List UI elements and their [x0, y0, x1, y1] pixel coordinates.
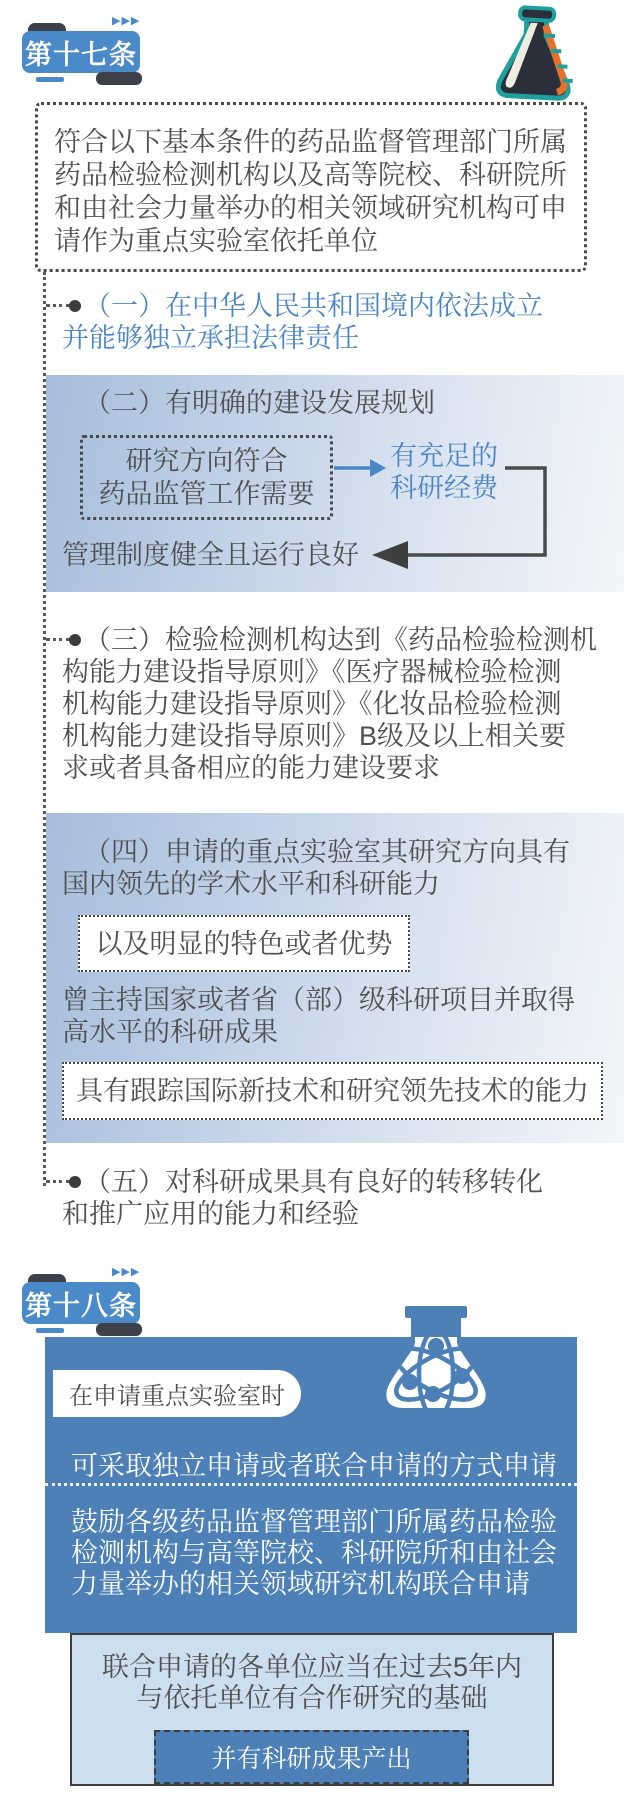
article17-badge-label: 第十七条: [22, 31, 140, 73]
item-four-mid-line: 曾主持国家或者省（部）级科研项目并取得: [62, 985, 575, 1015]
item-three-line: （三）检验检测机构达到《药品检验检测机: [84, 625, 597, 655]
management-text: [62, 539, 359, 571]
badge-accent-dash: [36, 77, 64, 82]
intro-line: 请作为重点实验室依托单位: [54, 226, 378, 256]
article18-badge-label: 第十八条: [22, 1282, 140, 1324]
tracking-box-line: 具有跟踪国际新技术和研究领先技术的能力: [76, 1076, 589, 1106]
output-box-label: 并有科研成果产出: [211, 1745, 412, 1773]
item-four-line: （四）申请的重点实验室其研究方向具有: [84, 837, 570, 867]
flask-icon: [489, 5, 581, 105]
when-pill: [53, 1370, 301, 1417]
item-two-heading-line: （二）有明确的建设发展规划: [84, 388, 435, 418]
chevrons-icon: ▶▶▶: [112, 1266, 141, 1278]
research-scope-box: [80, 435, 333, 520]
joint-line: 与依托单位有合作研究的基础: [136, 1683, 488, 1713]
feature-box-line: 以及明显的特色或者优势: [95, 928, 393, 959]
intro-box: [35, 102, 587, 272]
when-pill-label: 在申请重点实验室时: [69, 1383, 285, 1410]
atom-flask-icon: [375, 1302, 497, 1414]
encourage-line: 检测机构与高等院校、科研院所和由社会: [71, 1538, 557, 1568]
article17-badge: [20, 15, 180, 95]
item-four-mid: [62, 984, 575, 1048]
article18-badge: [20, 1266, 180, 1346]
item-one: [62, 290, 543, 354]
item-three-line: 构能力建设指导原则》《医疗器械检验检测: [62, 657, 562, 687]
application-panel: [45, 1337, 577, 1633]
research-scope-line: 研究方向符合: [125, 445, 288, 476]
output-box: [154, 1730, 469, 1784]
joint-text: [72, 1652, 552, 1714]
tracking-box: [62, 1062, 603, 1120]
encourage-line: 力量举办的相关领域研究机构联合申请: [71, 1569, 530, 1599]
encourage-line: 鼓励各级药品监督管理部门所属药品检验: [71, 1507, 557, 1537]
feature-box: [78, 915, 410, 972]
intro-line: 和由社会力量举办的相关领域研究机构可申: [54, 193, 567, 223]
intro-line: 药品检验检测机构以及高等院校、科研院所: [54, 160, 567, 190]
item-four-line: 国内领先的学术水平和科研能力: [62, 869, 440, 899]
badge-accent-bottom: [96, 72, 142, 85]
item-three: [62, 624, 597, 784]
return-arrow-icon: [330, 440, 560, 575]
badge-accent-dash: [36, 1328, 64, 1333]
item-four-heading: [62, 836, 570, 900]
item-three-line: 机构能力建设指导原则》B级及以上相关要: [62, 721, 567, 751]
item-five-line: （五）对科研成果具有良好的转移转化: [84, 1167, 543, 1197]
item-two-heading: [62, 387, 435, 419]
method-line: 可采取独立申请或者联合申请的方式申请: [71, 1451, 557, 1481]
item-three-line: 求或者具备相应的能力建设要求: [62, 753, 440, 783]
intro-line: 符合以下基本条件的药品监督管理部门所属: [54, 127, 567, 157]
dotted-separator: [45, 1483, 577, 1486]
item-three-line: 机构能力建设指导原则》《化妆品检验检测: [62, 689, 562, 719]
item-one-line: 并能够独立承担法律责任: [62, 323, 359, 353]
item-five: [62, 1166, 543, 1230]
badge-accent-bottom: [96, 1323, 142, 1336]
encourage-text: [71, 1507, 557, 1600]
management-line: 管理制度健全且运行良好: [62, 540, 359, 570]
joint-line: 联合申请的各单位应当在过去5年内: [101, 1652, 522, 1682]
method-text: [71, 1450, 557, 1482]
joint-application-box: [70, 1633, 554, 1786]
intro-text: [38, 105, 584, 258]
chevrons-icon: ▶▶▶: [112, 15, 141, 27]
item-one-line: （一）在中华人民共和国境内依法成立: [84, 291, 543, 321]
item-four-mid-line: 高水平的科研成果: [62, 1017, 278, 1047]
funding-line: 有充足的: [390, 441, 498, 471]
funding-line: 科研经费: [390, 473, 498, 503]
item-five-line: 和推广应用的能力和经验: [62, 1199, 359, 1229]
research-scope-line: 药品监管工作需要: [98, 478, 315, 509]
